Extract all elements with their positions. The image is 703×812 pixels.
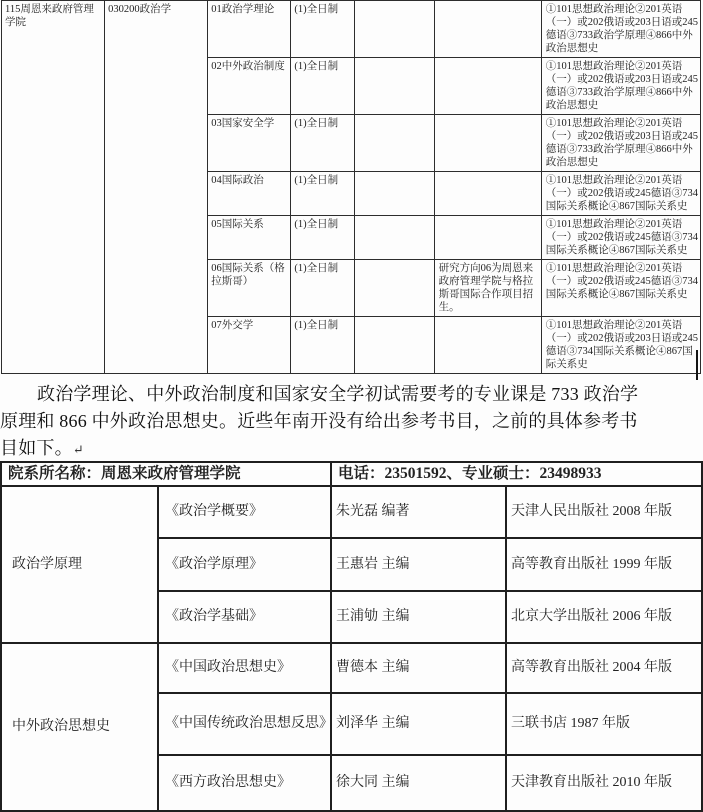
exam-subjects-cell: ①101思想政治理论②201英语（一）或202俄语或245德语③734国际关系概论④867国际关系史 bbox=[541, 260, 700, 317]
book-author-cell: 刘泽华 主编 bbox=[331, 693, 506, 755]
paragraph-line bbox=[0, 435, 701, 463]
empty-cell bbox=[355, 115, 434, 172]
exam-subjects-cell: ①101思想政治理论②201英语（一）或202俄语或203日语或245德语③734国际关系概论④867国际关系史 bbox=[541, 317, 700, 374]
direction-cell: 05国际关系 bbox=[208, 216, 291, 260]
empty-cell bbox=[355, 216, 434, 260]
paragraph bbox=[0, 374, 701, 461]
book-author-cell: 王浦劬 主编 bbox=[331, 591, 506, 643]
direction-cell: 03国家安全学 bbox=[208, 115, 291, 172]
book-title-cell: 《中国传统政治思想反思》 bbox=[158, 693, 331, 755]
book-title-cell: 《西方政治思想史》 bbox=[158, 755, 331, 811]
direction-cell: 04国际政治 bbox=[208, 172, 291, 216]
exam-subjects-cell: ①101思想政治理论②201英语（一）或202俄语或245德语③734国际关系概论④867国际关系史 bbox=[541, 172, 700, 216]
empty-cell bbox=[355, 1, 434, 58]
paragraph-return-mark: ↵ bbox=[72, 442, 84, 457]
book-publisher-cell: 天津教育出版社 2010 年版 bbox=[506, 755, 702, 811]
direction-cell: 06国际关系（格拉斯哥） bbox=[208, 260, 291, 317]
book-author-cell: 朱光磊 编著 bbox=[331, 486, 506, 538]
phone-cell: 电话：23501592、专业硕士：23498933 bbox=[331, 462, 702, 486]
study-mode-cell: (1)全日制 bbox=[291, 172, 355, 216]
department-name-cell: 院系所名称：周恩来政府管理学院 bbox=[1, 462, 331, 486]
table-row bbox=[1, 643, 702, 693]
remark-cell bbox=[434, 115, 541, 172]
book-publisher-cell: 高等教育出版社 2004 年版 bbox=[506, 643, 702, 693]
paragraph-line-text: 目如下。 bbox=[0, 438, 73, 458]
remark-cell bbox=[434, 172, 541, 216]
paragraph-line: 原理和 866 中外政治思想史。近些年南开没有给出参考书目，之前的具体参考书 bbox=[0, 411, 638, 431]
book-title-cell: 《政治学原理》 bbox=[158, 538, 331, 591]
direction-cell: 01政治学理论 bbox=[208, 1, 291, 58]
study-mode-cell: (1)全日制 bbox=[291, 58, 355, 115]
remark-cell bbox=[434, 1, 541, 58]
remark-cell bbox=[434, 216, 541, 260]
book-publisher-cell: 高等教育出版社 1999 年版 bbox=[506, 538, 702, 591]
book-author-cell: 王惠岩 主编 bbox=[331, 538, 506, 591]
table-row bbox=[2, 1, 701, 58]
admissions-table bbox=[1, 0, 701, 374]
book-publisher-cell: 三联书店 1987 年版 bbox=[506, 693, 702, 755]
book-publisher-cell: 天津人民出版社 2008 年版 bbox=[506, 486, 702, 538]
study-mode-cell: (1)全日制 bbox=[291, 115, 355, 172]
book-title-cell: 《政治学基础》 bbox=[158, 591, 331, 643]
empty-cell bbox=[355, 172, 434, 216]
study-mode-cell: (1)全日制 bbox=[291, 216, 355, 260]
exam-subjects-cell: ①101思想政治理论②201英语（一）或202俄语或245德语③734国际关系概论④867国际关系史 bbox=[541, 216, 700, 260]
table-row bbox=[1, 486, 702, 538]
remark-cell: 研究方向06为周恩来政府管理学院与格拉斯哥国际合作项目招生。 bbox=[434, 260, 541, 317]
text-cursor bbox=[696, 350, 698, 380]
study-mode-cell: (1)全日制 bbox=[291, 1, 355, 58]
study-mode-cell: (1)全日制 bbox=[291, 260, 355, 317]
direction-cell: 02中外政治制度 bbox=[208, 58, 291, 115]
major-cell: 030200政治学 bbox=[105, 1, 208, 374]
table-row bbox=[1, 462, 702, 486]
reference-books-table bbox=[0, 461, 703, 812]
book-title-cell: 《政治学概要》 bbox=[158, 486, 331, 538]
paragraph-line: 政治学理论、中外政治制度和国家安全学初试需要考的专业课是 733 政治学 bbox=[37, 384, 639, 404]
exam-subjects-cell: ①101思想政治理论②201英语（一）或202俄语或203日语或245德语③733政治学原理④866中外政治思想史 bbox=[541, 115, 700, 172]
empty-cell bbox=[355, 58, 434, 115]
exam-subjects-cell: ①101思想政治理论②201英语（一）或202俄语或203日语或245德语③733政治学原理④866中外政治思想史 bbox=[541, 1, 700, 58]
subject-category-cell: 政治学原理 bbox=[1, 486, 158, 643]
book-publisher-cell: 北京大学出版社 2006 年版 bbox=[506, 591, 702, 643]
remark-cell bbox=[434, 58, 541, 115]
book-title-cell: 《中国政治思想史》 bbox=[158, 643, 331, 693]
study-mode-cell: (1)全日制 bbox=[291, 317, 355, 374]
subject-category-cell: 中外政治思想史 bbox=[1, 643, 158, 811]
direction-cell: 07外交学 bbox=[208, 317, 291, 374]
college-cell: 115周恩来政府管理学院 bbox=[2, 1, 105, 374]
remark-cell bbox=[434, 317, 541, 374]
exam-subjects-cell: ①101思想政治理论②201英语（一）或202俄语或203日语或245德语③733政治学原理④866中外政治思想史 bbox=[541, 58, 700, 115]
book-author-cell: 曹德本 主编 bbox=[331, 643, 506, 693]
empty-cell bbox=[355, 260, 434, 317]
book-author-cell: 徐大同 主编 bbox=[331, 755, 506, 811]
empty-cell bbox=[355, 317, 434, 374]
